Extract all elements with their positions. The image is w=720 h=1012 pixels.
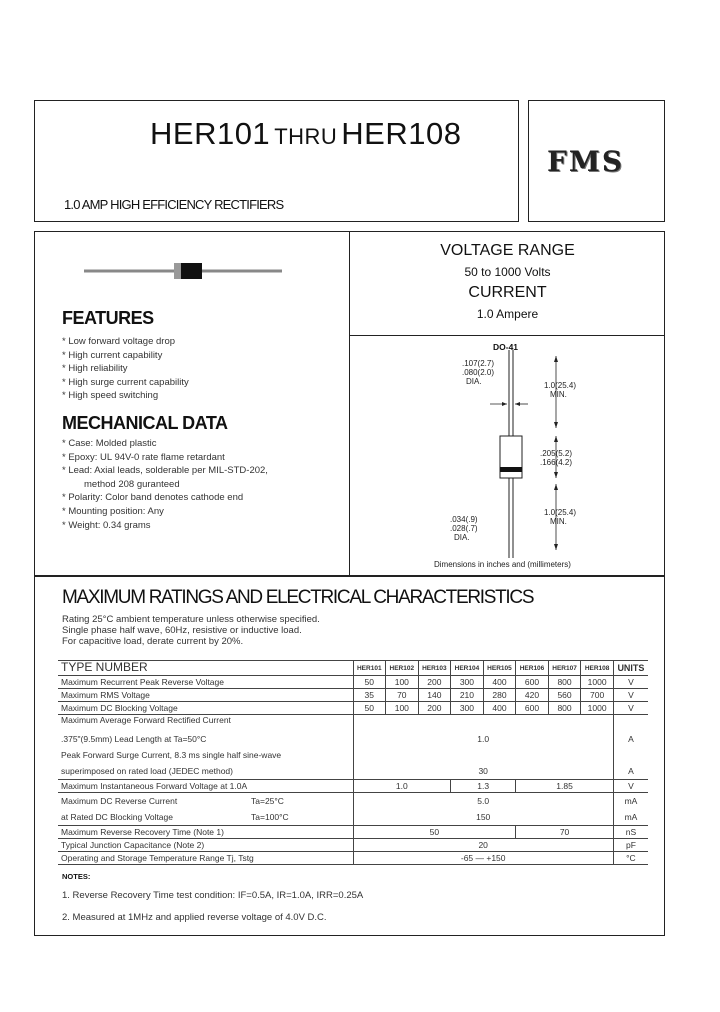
lead-length-bottom-label bbox=[544, 508, 576, 526]
column-header: HER107 bbox=[548, 661, 581, 676]
row-label: Maximum Instantaneous Forward Voltage at 1.0A bbox=[58, 780, 353, 793]
dim-text: .205(5.2) bbox=[540, 449, 573, 458]
mechanical-item: * Case: Molded plastic bbox=[62, 438, 157, 449]
cathode-band bbox=[500, 467, 522, 472]
table-cell: 300 bbox=[451, 702, 484, 715]
unit-cell: mA bbox=[613, 793, 648, 810]
dim-text: 1.0(25.4) bbox=[544, 508, 577, 517]
table-cell: 1.85 bbox=[516, 780, 614, 793]
unit-cell: pF bbox=[613, 839, 648, 852]
row-condition: Ta=25°C bbox=[251, 795, 284, 806]
table-row bbox=[58, 809, 648, 826]
dim-text: .034(.9) bbox=[450, 515, 478, 524]
table-row bbox=[58, 715, 648, 732]
unit-cell: A bbox=[613, 763, 648, 780]
arrowhead bbox=[502, 402, 507, 406]
row-label: Maximum RMS Voltage bbox=[58, 689, 353, 702]
arrowhead bbox=[554, 436, 558, 442]
table-cell: 1.3 bbox=[451, 780, 516, 793]
arrowhead bbox=[554, 484, 558, 490]
table-cell: 560 bbox=[548, 689, 581, 702]
column-header: HER101 bbox=[353, 661, 386, 676]
column-header: HER103 bbox=[418, 661, 451, 676]
table-row bbox=[58, 839, 648, 852]
condition-line: Single phase half wave, 60Hz, resistive or inductive load. bbox=[62, 625, 302, 636]
ratings-table bbox=[58, 660, 648, 865]
unit-cell: V bbox=[613, 676, 648, 689]
arrowhead bbox=[554, 544, 558, 550]
row-label: Peak Forward Surge Current, 8.3 ms single half sine-wave bbox=[61, 749, 282, 760]
features-list bbox=[62, 335, 189, 403]
empty-cell bbox=[353, 747, 613, 763]
dimensions-caption: Dimensions in inches and (millimeters) bbox=[434, 560, 571, 569]
row-label-text: Maximum DC Reverse Current bbox=[61, 795, 178, 806]
table-row bbox=[58, 780, 648, 793]
table-row bbox=[58, 826, 648, 839]
row-label: Operating and Storage Temperature Range Tj, Tstg bbox=[58, 852, 353, 865]
feature-item: * High reliability bbox=[62, 363, 128, 375]
table-cell: 210 bbox=[451, 689, 484, 702]
table-cell: 1000 bbox=[581, 676, 614, 689]
unit-cell: V bbox=[613, 780, 648, 793]
column-header: HER105 bbox=[483, 661, 516, 676]
lead-length-top-label bbox=[544, 381, 576, 399]
diode-illustration bbox=[84, 260, 284, 282]
note-item: 2. Measured at 1MHz and applied reverse voltage of 4.0V D.C. bbox=[62, 912, 327, 923]
features-heading: FEATURES bbox=[62, 308, 154, 328]
diode-cathode-band bbox=[174, 263, 181, 279]
dim-text: DIA. bbox=[466, 377, 482, 386]
table-cell: 100 bbox=[386, 702, 419, 715]
dim-text: .166(4.2) bbox=[540, 458, 573, 467]
dim-text: .107(2.7) bbox=[461, 359, 494, 368]
empty-cell bbox=[353, 715, 613, 732]
table-cell: 50 bbox=[353, 676, 386, 689]
arrowhead bbox=[554, 472, 558, 478]
table-cell: 35 bbox=[353, 689, 386, 702]
empty-cell bbox=[613, 715, 648, 732]
table-cell: 30 bbox=[353, 763, 613, 780]
table-cell: 50 bbox=[353, 702, 386, 715]
table-cell: 150 bbox=[353, 809, 613, 826]
unit-cell: A bbox=[613, 731, 648, 747]
table-cell: 280 bbox=[483, 689, 516, 702]
table-cell: 1.0 bbox=[353, 731, 613, 747]
dim-text: 1.0(25.4) bbox=[544, 381, 577, 390]
row-label: Maximum Recurrent Peak Reverse Voltage bbox=[58, 676, 353, 689]
row-label bbox=[58, 793, 353, 810]
title-part-first: HER101 bbox=[150, 116, 271, 151]
characteristics-heading: MAXIMUM RATINGS AND ELECTRICAL CHARACTERISTICS bbox=[62, 587, 534, 608]
table-cell: 400 bbox=[483, 676, 516, 689]
mechanical-item: * Lead: Axial leads, solderable per MIL-STD-202, bbox=[62, 465, 268, 477]
unit-cell: °C bbox=[613, 852, 648, 865]
rating-conditions bbox=[62, 614, 320, 647]
dim-text: MIN. bbox=[550, 517, 567, 526]
mechanical-item: * Polarity: Color band denotes cathode end bbox=[62, 492, 244, 504]
table-cell: 70 bbox=[386, 689, 419, 702]
table-cell: 420 bbox=[516, 689, 549, 702]
title-part-last: HER108 bbox=[341, 116, 462, 151]
table-row bbox=[58, 747, 648, 763]
table-cell: 140 bbox=[418, 689, 451, 702]
table-cell: 50 bbox=[353, 826, 516, 839]
title-thru: THRU bbox=[274, 124, 338, 149]
table-header-row bbox=[58, 661, 648, 676]
column-header: HER104 bbox=[451, 661, 484, 676]
row-label: Maximum DC Blocking Voltage bbox=[58, 702, 353, 715]
table-cell: 100 bbox=[386, 676, 419, 689]
table-cell: -65 — +150 bbox=[353, 852, 613, 865]
feature-item: * Low forward voltage drop bbox=[62, 336, 176, 347]
horizontal-divider bbox=[349, 335, 665, 336]
voltage-range-heading: VOLTAGE RANGE bbox=[440, 242, 575, 259]
row-condition: Ta=100°C bbox=[251, 811, 289, 822]
notes-title: NOTES: bbox=[62, 872, 91, 881]
table-cell: 1.0 bbox=[353, 780, 451, 793]
mechanical-heading: MECHANICAL DATA bbox=[62, 413, 228, 433]
mechanical-item: * Weight: 0.34 grams bbox=[62, 519, 151, 531]
table-row bbox=[58, 793, 648, 810]
arrowhead bbox=[554, 422, 558, 428]
mechanical-list bbox=[62, 437, 268, 532]
dim-text: MIN. bbox=[550, 390, 567, 399]
feature-item: * High surge current capability bbox=[62, 376, 189, 388]
table-cell: 200 bbox=[418, 676, 451, 689]
units-header: UNITS bbox=[613, 661, 648, 676]
body-diameter-label bbox=[450, 515, 478, 542]
table-cell: 600 bbox=[516, 702, 549, 715]
empty-cell bbox=[613, 747, 648, 763]
feature-item: * High speed switching bbox=[62, 390, 159, 402]
mechanical-item: * Epoxy: UL 94V-0 rate flame retardant bbox=[62, 451, 225, 463]
row-label: Maximum Average Forward Rectified Current bbox=[58, 715, 353, 732]
lead-diameter-label bbox=[454, 359, 494, 386]
feature-item: * High current capability bbox=[62, 349, 163, 361]
table-cell: 700 bbox=[581, 689, 614, 702]
unit-cell: V bbox=[613, 702, 648, 715]
package-name: DO-41 bbox=[493, 342, 519, 352]
header-title-box bbox=[34, 100, 519, 222]
row-label: Maximum Reverse Recovery Time (Note 1) bbox=[58, 826, 353, 839]
table-cell: 400 bbox=[483, 702, 516, 715]
condition-line: Rating 25°C ambient temperature unless otherwise specified. bbox=[62, 614, 320, 625]
current-heading: CURRENT bbox=[468, 284, 547, 301]
current-value: 1.0 Ampere bbox=[476, 307, 539, 321]
column-header: HER108 bbox=[581, 661, 614, 676]
table-cell: 20 bbox=[353, 839, 613, 852]
unit-cell: nS bbox=[613, 826, 648, 839]
column-header: HER106 bbox=[516, 661, 549, 676]
table-row bbox=[58, 852, 648, 865]
table-row bbox=[58, 702, 648, 715]
row-label bbox=[58, 809, 353, 826]
part-number-title bbox=[150, 116, 461, 152]
voltage-range-value: 50 to 1000 Volts bbox=[464, 265, 551, 279]
row-label-text: at Rated DC Blocking Voltage bbox=[61, 811, 173, 822]
product-subtitle: 1.0 AMP HIGH EFFICIENCY RECTIFIERS bbox=[64, 197, 284, 212]
note-item: 1. Reverse Recovery Time test condition: IF=0.5A, IR=1.0A, IRR=0.25A bbox=[62, 890, 364, 901]
unit-cell: mA bbox=[613, 809, 648, 826]
mechanical-item: method 208 guranteed bbox=[84, 478, 180, 490]
table-cell: 5.0 bbox=[353, 793, 613, 810]
dim-text: .080(2.0) bbox=[461, 368, 494, 377]
table-row bbox=[58, 731, 648, 747]
table-row bbox=[58, 676, 648, 689]
type-number-header: TYPE NUMBER bbox=[58, 661, 353, 676]
table-row bbox=[58, 763, 648, 780]
arrowhead bbox=[554, 356, 558, 362]
arrowhead bbox=[515, 402, 520, 406]
unit-cell: V bbox=[613, 689, 648, 702]
condition-line: For capacitive load, derate current by 20%. bbox=[62, 636, 244, 647]
body-length-label bbox=[540, 449, 572, 467]
logo-box bbox=[528, 100, 665, 222]
row-label: .375"(9.5mm) Lead Length at Ta=50°C bbox=[61, 733, 207, 744]
brand-logo: FMS bbox=[547, 145, 625, 178]
table-cell: 70 bbox=[516, 826, 614, 839]
table-cell: 300 bbox=[451, 676, 484, 689]
table-cell: 200 bbox=[418, 702, 451, 715]
row-label: superimposed on rated load (JEDEC method) bbox=[61, 765, 233, 776]
mechanical-item: * Mounting position: Any bbox=[62, 505, 164, 517]
column-header: HER102 bbox=[386, 661, 419, 676]
dim-text: .028(.7) bbox=[450, 524, 478, 533]
table-row bbox=[58, 689, 648, 702]
table-cell: 800 bbox=[548, 702, 581, 715]
vertical-divider bbox=[349, 231, 350, 576]
row-label: Typical Junction Capacitance (Note 2) bbox=[58, 839, 353, 852]
table-cell: 800 bbox=[548, 676, 581, 689]
table-cell: 1000 bbox=[581, 702, 614, 715]
table-cell: 600 bbox=[516, 676, 549, 689]
dim-text: DIA. bbox=[454, 533, 470, 542]
